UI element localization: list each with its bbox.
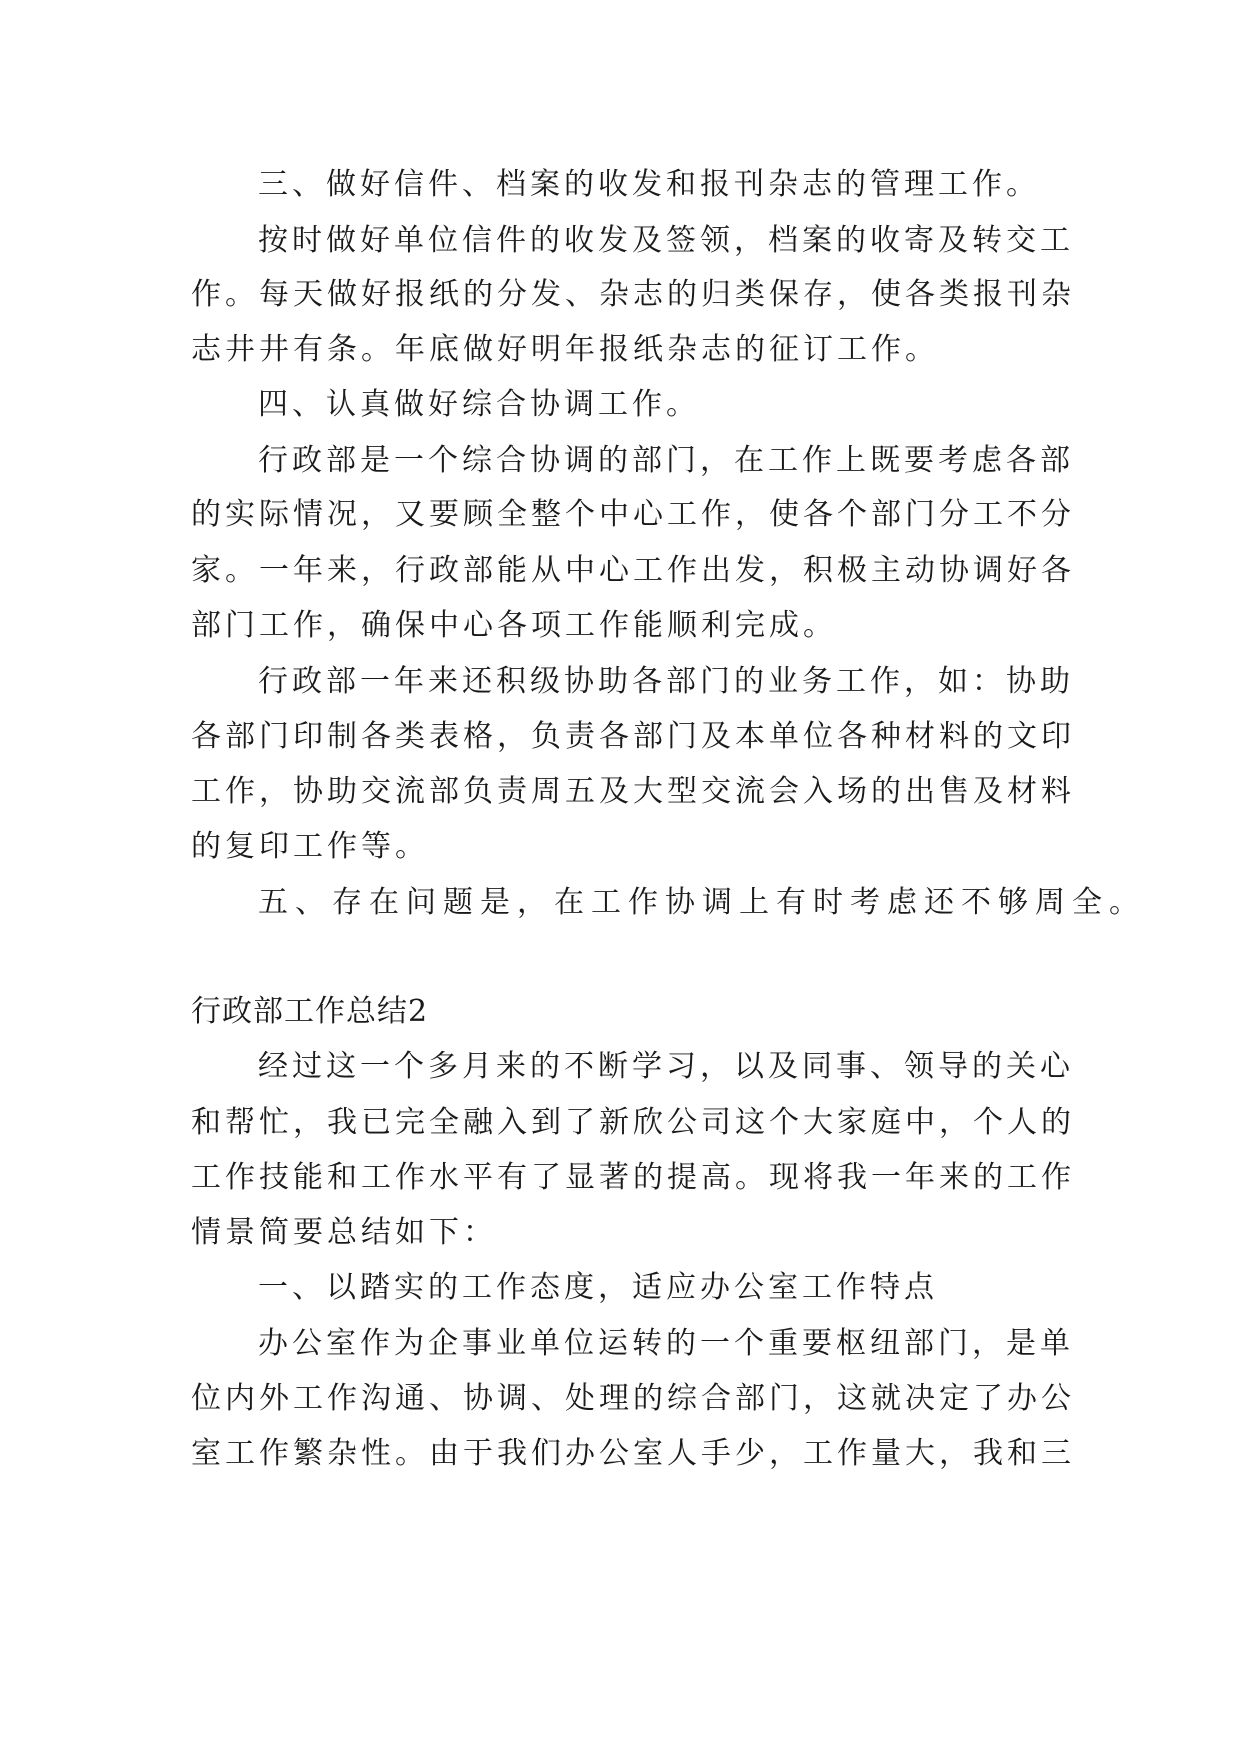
paragraph-line: 志井井有条。年底做好明年报纸杂志的征订工作。 xyxy=(191,332,939,367)
paragraph-line: 和帮忙，我已完全融入到了新欣公司这个大家庭中，个人的 xyxy=(191,1105,1075,1140)
paragraph-line: 的实际情况，又要顾全整个中心工作，使各个部门分工不分 xyxy=(191,497,1075,532)
section-heading-5: 五、存在问题是，在工作协调上有时考虑还不够周全。 xyxy=(258,885,1146,920)
paragraph-line: 行政部一年来还积级协助各部门的业务工作，如：协助 xyxy=(258,664,1074,699)
paragraph-line: 按时做好单位信件的收发及签领，档案的收寄及转交工 xyxy=(258,223,1074,258)
paragraph-line: 家。一年来，行政部能从中心工作出发，积极主动协调好各 xyxy=(191,553,1075,588)
paragraph-line: 情景简要总结如下： xyxy=(191,1215,497,1250)
paragraph-line: 行政部是一个综合协调的部门，在工作上既要考虑各部 xyxy=(258,443,1074,478)
paragraph-line: 作。每天做好报纸的分发、杂志的归类保存，使各类报刊杂 xyxy=(191,277,1075,312)
paragraph-line: 办公室作为企事业单位运转的一个重要枢纽部门，是单 xyxy=(258,1326,1074,1361)
paragraph-line: 各部门印制各类表格，负责各部门及本单位各种材料的文印 xyxy=(191,719,1075,754)
section-heading-4: 四、认真做好综合协调工作。 xyxy=(258,387,700,422)
section-heading-1: 一、以踏实的工作态度，适应办公室工作特点 xyxy=(258,1270,938,1305)
section-heading-3: 三、做好信件、档案的收发和报刊杂志的管理工作。 xyxy=(258,167,1040,202)
paragraph-line: 位内外工作沟通、协调、处理的综合部门，这就决定了办公 xyxy=(191,1381,1075,1416)
paragraph-line: 的复印工作等。 xyxy=(191,829,429,864)
paragraph-line: 工作，协助交流部负责周五及大型交流会入场的出售及材料 xyxy=(191,774,1075,809)
document-title: 行政部工作总结2 xyxy=(191,994,429,1029)
paragraph-line: 部门工作，确保中心各项工作能顺利完成。 xyxy=(191,608,837,643)
paragraph-line: 室工作繁杂性。由于我们办公室人手少，工作量大，我和三 xyxy=(191,1436,1075,1471)
paragraph-line: 经过这一个多月来的不断学习，以及同事、领导的关心 xyxy=(258,1049,1074,1084)
paragraph-line: 工作技能和工作水平有了显著的提高。现将我一年来的工作 xyxy=(191,1160,1075,1195)
